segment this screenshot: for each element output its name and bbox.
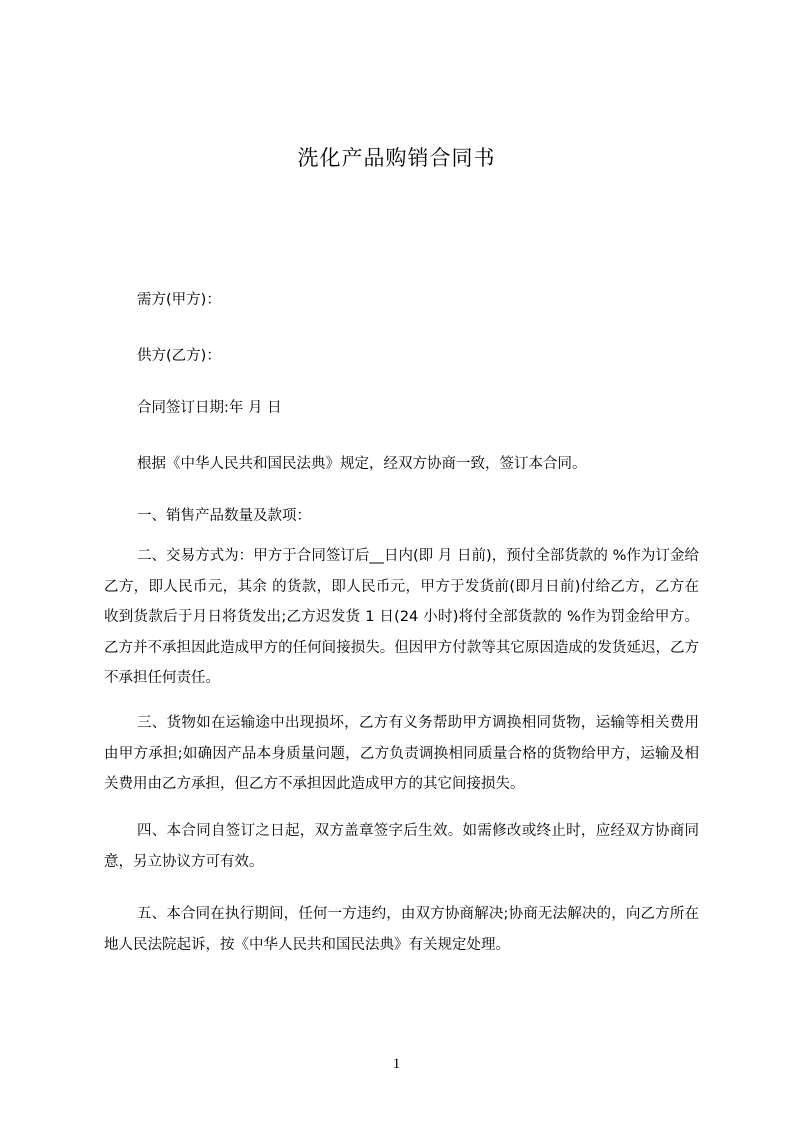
section-2-paragraph: 二、交易方式为：甲方于合同签订后__日内(即 月 日前)，预付全部货款的 %作为订金给乙方，即人民币元，其余 的货款，即人民币元，甲方于发货前(即月日前)付给乙方，乙方在收到货款后于月日将货发出;乙方迟发货 1 日(24 小时)将付全部货款的 %作为罚金给甲方。乙方并不承担因此造成甲方的任何间接损失。但因甲方付款等其它原因造成的发货延迟，乙方不承担任何责任。 [104, 548, 699, 686]
section-4-paragraph: 四、本合同自签订之日起，双方盖章签字后生效。如需修改或终止时，应经双方协商同意，另立协议方可有效。 [104, 823, 699, 870]
preamble: 根据《中华人民共和国民法典》规定，经双方协商一致，签订本合同。 [137, 456, 587, 472]
seller-label: 供方(乙方)： [137, 348, 221, 364]
section-3-paragraph: 三、货物如在运输途中出现损坏，乙方有义务帮助甲方调换相同货物，运输等相关费用由甲方承担;如确因产品本身质量问题，乙方负责调换相同质量合格的货物给甲方，运输及相关费用由乙方承担，但乙方不承担因此造成甲方的其它间接损失。 [104, 715, 699, 792]
page-number: 1 [392, 1056, 401, 1072]
sign-date: 合同签订日期:年 月 日 [137, 400, 282, 416]
buyer-label: 需方(甲方)： [137, 292, 221, 308]
section-1-heading: 一、销售产品数量及款项： [137, 508, 311, 524]
section-5-paragraph: 五、本合同在执行期间，任何一方违约，由双方协商解决;协商无法解决的，向乙方所在地人民法院起诉，按《中华人民共和国民法典》有关规定处理。 [104, 906, 699, 953]
document-title: 洗化产品购销合同书 [297, 146, 496, 170]
